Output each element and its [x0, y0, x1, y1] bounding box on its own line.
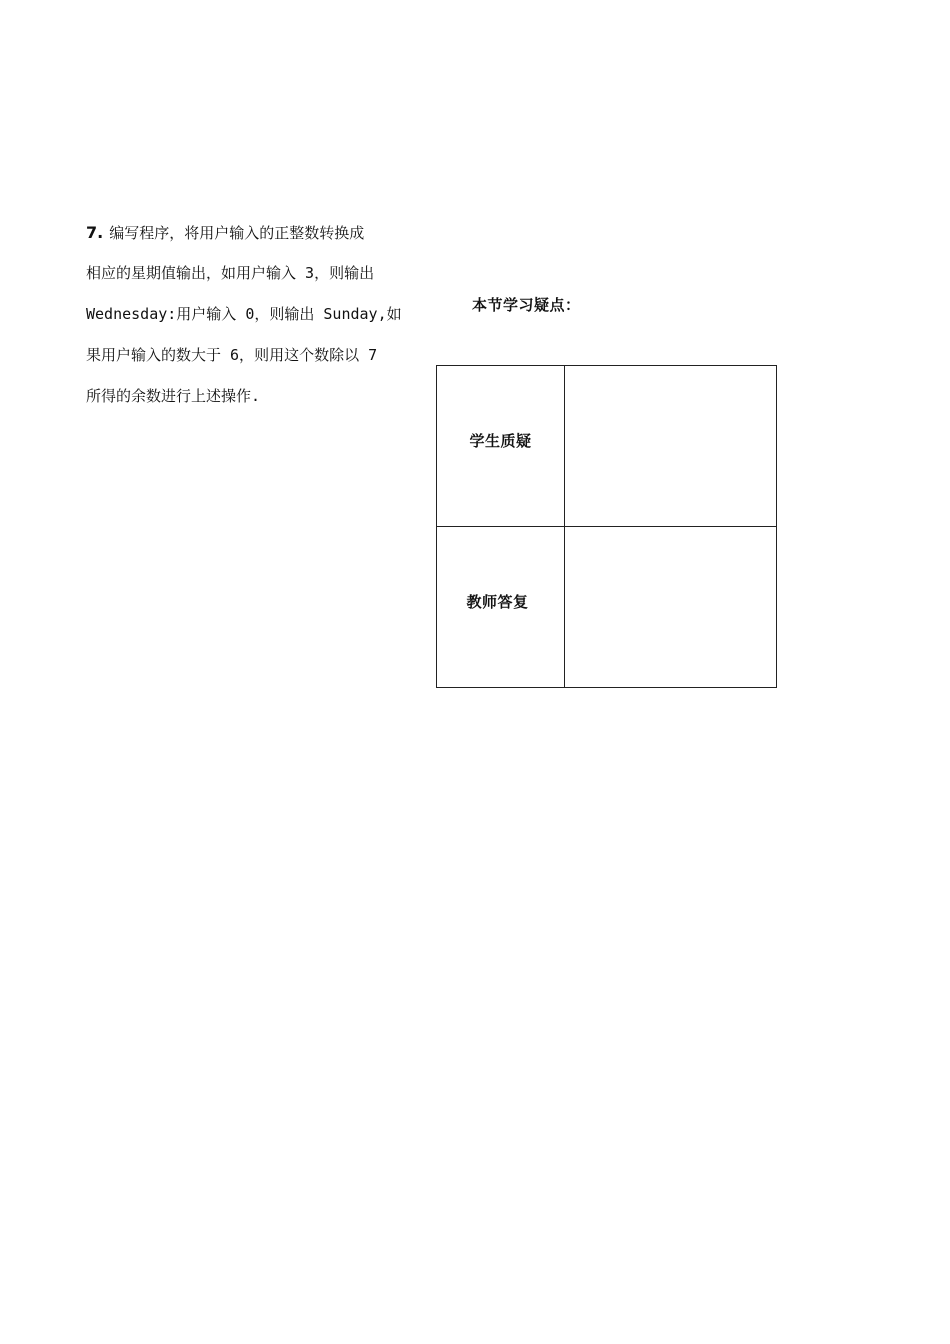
student-question-label [437, 366, 565, 527]
table-row [437, 366, 777, 527]
question-text-line-4: 果用户输入的数大于 6，则用这个数除以 7 [86, 346, 378, 364]
doubts-table [436, 365, 777, 688]
question-number: 7. [86, 223, 104, 242]
doubts-title: 本节学习疑点： [472, 296, 581, 314]
student-question-cell[interactable] [565, 366, 777, 527]
teacher-reply-label-text: 教师答复 [466, 592, 529, 611]
question-text-line-2: 相应的星期值输出，如用户输入 3，则输出 [86, 264, 375, 282]
table-row [437, 527, 777, 688]
question-text-line-1: 编写程序，将用户输入的正整数转换成 [109, 224, 365, 242]
student-question-label-text: 学生质疑 [469, 431, 532, 450]
question-7 [86, 212, 408, 417]
teacher-reply-label [437, 527, 565, 688]
question-text-line-5: 所得的余数进行上述操作. [86, 387, 261, 405]
question-line [86, 212, 408, 253]
question-text-line-3: Wednesday:用户输入 0，则输出 Sunday,如 [86, 305, 402, 323]
teacher-reply-cell[interactable] [565, 527, 777, 688]
